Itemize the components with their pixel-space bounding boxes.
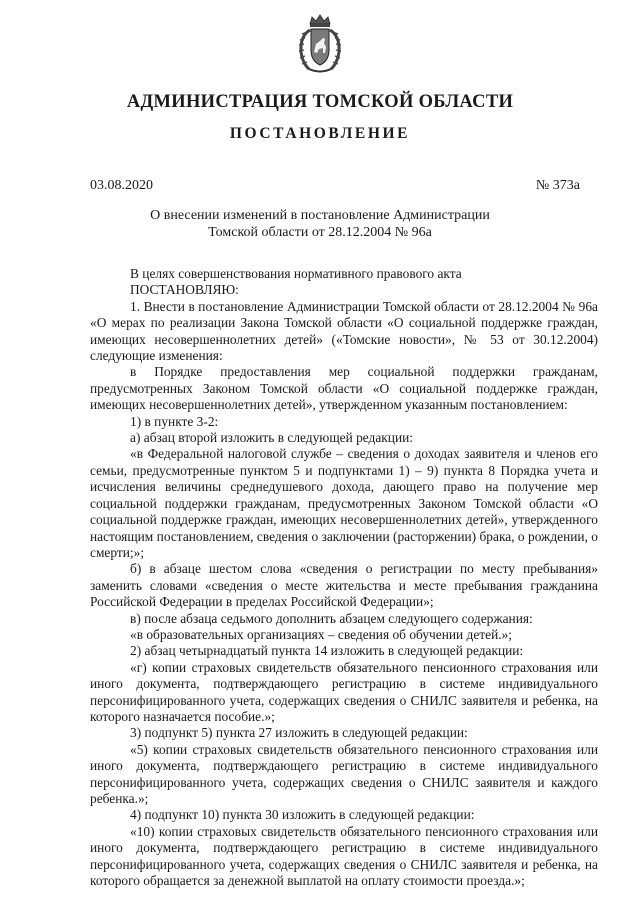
- paragraph: «г) копии страховых свидетельств обязательного пенсионного страхования или иного документа, подтверждающего регистрацию в системе индивидуального персонифицированного учета, содержащих сведения о СНИЛС заявителя и ребенка, на которого назначается пособие.»;: [90, 659, 598, 724]
- paragraph: В целях совершенствования нормативного правового акта: [130, 266, 462, 281]
- paragraph: «5) копии страховых свидетельств обязательного пенсионного страхования или иного документа, подтверждающего регистрацию в системе индивидуального персонифицированного учета, содержащих сведения о СНИЛС заявителя и каждого ребенка.»;: [90, 741, 598, 806]
- paragraph: а) абзац второй изложить в следующей редакции:: [130, 430, 414, 446]
- paragraph: 1) в пункте 3-2:: [130, 413, 219, 429]
- paragraph: «в образовательных организациях – сведения об обучении детей.»;: [130, 626, 513, 642]
- coat-of-arms-icon: [297, 14, 343, 76]
- paragraph: 4) подпункт 10) пункта 30 изложить в следующей редакции:: [130, 807, 475, 823]
- document-date: 03.08.2020: [90, 178, 153, 193]
- paragraph: б) в абзаце шестом слова «сведения о регистрации по месту пребывания» заменить словами «сведения о месте жительства и месте пребывания гражданина Российской Федерации в пределах Российской Федерации»;: [90, 561, 598, 610]
- paragraph: 3) подпункт 5) пункта 27 изложить в следующей редакции:: [130, 725, 468, 741]
- document-number: № 373а: [535, 178, 580, 193]
- subject-line: О внесении изменений в постановление Администрации: [150, 208, 490, 223]
- paragraph: в Порядке предоставления мер социальной поддержки гражданам, предусмотренных Законом Томской области «О социальной поддержке граждан, имеющих несовершеннолетних детей», утвержденном указанным постановлением:: [90, 364, 598, 413]
- document-type: ПОСТАНОВЛЕНИЕ: [229, 125, 411, 142]
- paragraph: «в Федеральной налоговой службе – сведения о доходах заявителя и членов его семьи, предусмотренные пунктом 5 и подпунктами 1) – 9) пункта 8 Порядка учета и исчисления величины среднедушевого дохода, дающего право на получение мер социальной поддержки гражданам, предусмотренных Законом Томской области «О социальной поддержке граждан, имеющих несовершеннолетних детей», утвержденного настоящим постановлением, сведения о заключении (расторжении) брака, о рождении, о смерти;»;: [90, 446, 598, 560]
- paragraph: в) после абзаца седьмого дополнить абзацем следующего содержания:: [130, 610, 533, 626]
- paragraph: 2) абзац четырнадцатый пункта 14 изложить в следующей редакции:: [130, 643, 524, 659]
- document-body: [90, 266, 598, 889]
- decree-word: ПОСТАНОВЛЯЮ:: [130, 282, 239, 298]
- paragraph: 1. Внести в постановление Администрации Томской области от 28.12.2004 № 96а «О мерах по реализации Закона Томской области «О социальной поддержке граждан, имеющих несовершеннолетних детей» («Томские новости», № 53 от 30.12.2004) следующие изменения:: [90, 298, 598, 364]
- paragraph: «10) копии страховых свидетельств обязательного пенсионного страхования или иного документа, подтверждающего регистрацию в системе индивидуального персонифицированного учета, содержащих сведения о СНИЛС заявителя и ребенка, на которого обращается за денежной выплатой на оплату стоимости проезда.»;: [90, 823, 598, 889]
- subject-line: Томской области от 28.12.2004 № 96а: [208, 225, 432, 240]
- organization-title: АДМИНИСТРАЦИЯ ТОМСКОЙ ОБЛАСТИ: [126, 92, 514, 112]
- document-subject: [0, 207, 640, 241]
